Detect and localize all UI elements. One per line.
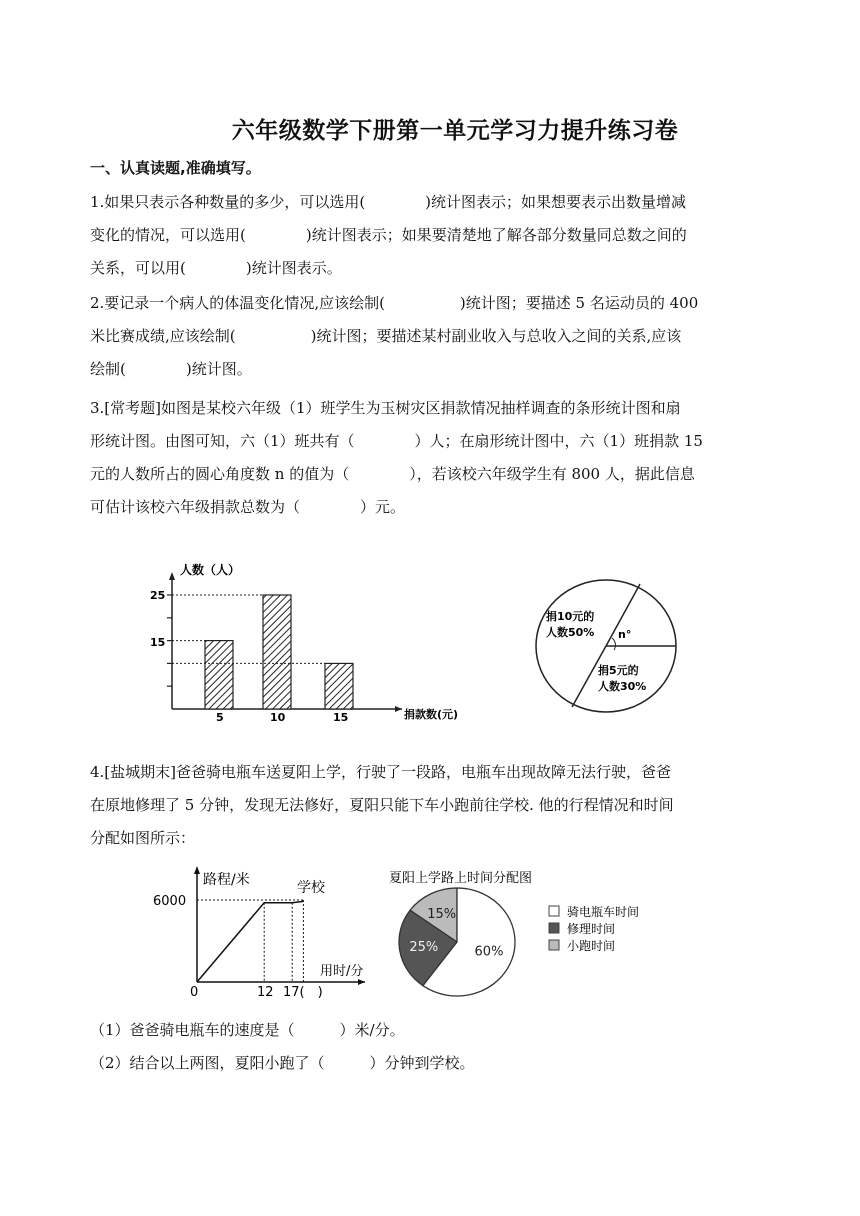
bar-chart-x-arrow (395, 706, 402, 712)
line-chart-xtick: 17( ) (283, 985, 323, 1000)
legend-swatch (549, 940, 559, 950)
section-heading: 一、认真读题,准确填写。 (90, 159, 261, 177)
bar-chart-xtick: 10 (270, 711, 286, 724)
subquestion-2: （2）结合以上两图，夏阳小跑了（ ）分钟到学校。 (90, 1054, 475, 1072)
question-3-line: 可估计该校六年级捐款总数为（ ）元。 (90, 498, 406, 516)
bar-chart-ylabel: 人数（人） (180, 563, 241, 577)
donation-bar-chart (140, 558, 480, 728)
pie-slice-label: 60% (474, 944, 504, 960)
question-4-line: 分配如图所示： (90, 829, 196, 847)
question-3-line: 形统计图。由图可知，六（1）班共有（ ）人；在扇形统计图中，六（1）班捐款 15 (90, 432, 703, 450)
bar-chart-y-arrow (169, 572, 175, 580)
time-allocation-chart (385, 862, 670, 1004)
question-4-subquestions (90, 1014, 773, 1080)
bar-chart-xlabel: 捐款数(元) (404, 708, 459, 721)
question-1-line: 1.如果只表示各种数量的多少，可以选用( )统计图表示；如果想要表示出数量增减 (90, 193, 687, 211)
question-2-line: 绘制( )统计图。 (90, 360, 252, 378)
pie-slice-label: 人数50% (546, 626, 595, 639)
bar (325, 663, 353, 709)
line-chart-xtick: 12 (257, 985, 274, 1000)
bar-chart-xtick: 15 (333, 711, 349, 724)
question-2 (90, 287, 773, 386)
pie-slice-label: 25% (409, 939, 439, 955)
question-1-line: 关系，可以用( )统计图表示。 (90, 259, 342, 277)
line-chart-annotation: 学校 (297, 880, 325, 896)
question-2-line: 2.要记录一个病人的体温变化情况,应该绘制( )统计图；要描述 5 名运动员的 400 (90, 294, 699, 312)
distance-time-chart (145, 860, 370, 1005)
bar-chart-ytick: 15 (150, 636, 166, 649)
line-chart-x-arrow (358, 979, 365, 985)
line-series (197, 901, 303, 982)
line-chart-ytick: 6000 (153, 894, 187, 909)
bar-chart-xtick: 5 (216, 711, 224, 724)
pie-slice-label: 捐5元的 (598, 664, 639, 677)
subquestion-1: （1）爸爸骑电瓶车的速度是（ ）米/分。 (90, 1021, 405, 1039)
pie-slice-label: 15% (427, 907, 457, 923)
question-2-line: 米比赛成绩,应该绘制( )统计图；要描述某村副业收入与总收入之间的关系,应该 (90, 327, 682, 345)
question-4 (90, 756, 773, 855)
question-4-line: 在原地修理了 5 分钟，发现无法修好，夏阳只能下车小跑前往学校. 他的行程情况和时间 (90, 796, 674, 814)
legend-swatch (549, 923, 559, 933)
pie-angle-label: n° (618, 628, 632, 641)
question-1-line: 变化的情况，可以选用( )统计图表示；如果要清楚地了解各部分数量同总数之间的 (90, 226, 687, 244)
time-pie-title: 夏阳上学路上时间分配图 (389, 871, 533, 886)
legend-label: 小跑时间 (567, 939, 616, 953)
legend-label: 修理时间 (567, 922, 616, 936)
question-3-line: 元的人数所占的圆心角度数 n 的值为（ ），若该校六年级学生有 800 人，据此信息 (90, 465, 695, 483)
question-1 (90, 186, 773, 285)
line-chart-xlabel: 用时/分 (320, 964, 364, 979)
question-4-line: 4.[盐城期末]爸爸骑电瓶车送夏阳上学，行驶了一段路，电瓶车出现故障无法行驶，爸爸 (90, 763, 672, 781)
donation-pie-chart (530, 576, 682, 716)
pie-slice-label: 捐10元的 (546, 610, 595, 623)
legend-swatch (549, 906, 559, 916)
line-chart-xtick: 0 (190, 985, 199, 1000)
bar (263, 595, 291, 709)
legend-label: 骑电瓶车时间 (567, 905, 640, 919)
line-chart-y-arrow (194, 866, 200, 874)
bar (205, 641, 233, 709)
question-3 (90, 392, 773, 524)
pie-slice-label: 人数30% (598, 680, 647, 693)
page-title: 六年级数学下册第一单元学习力提升练习卷 (231, 118, 679, 144)
question-3-line: 3.[常考题]如图是某校六年级（1）班学生为玉树灾区捐款情况抽样调查的条形统计图和扇 (90, 399, 681, 417)
bar-chart-ytick: 25 (150, 589, 166, 602)
line-chart-ylabel: 路程/米 (203, 872, 250, 888)
